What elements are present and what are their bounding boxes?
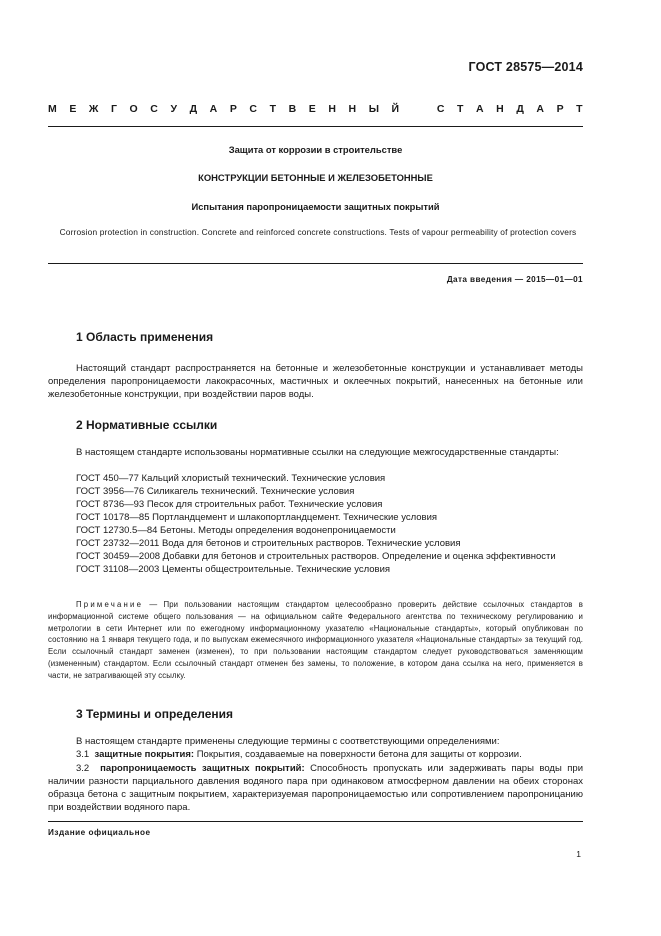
- banner-letter: М: [48, 103, 57, 115]
- page-number: 1: [576, 849, 581, 859]
- reference-item: ГОСТ 450—77 Кальций хлористый технический. Технические условия: [76, 473, 386, 484]
- note-text: — При пользовании настоящим стандартом целесообразно проверить действие ссылочных стандартов в информационной системе общего пользования — на официальном сайте Федерального агентства по техническому регулированию и метрологии в сети Интернет или по ежегодному информационному указателю «Национальные стандарты», который опубликован по состоянию на 1 января текущего года, и по выпускам ежемесячного информационного указателя «Национальные стандарты» за текущий год. Если ссылочный стандарт заменен (изменен), то при пользовании настоящим стандартом следует руководствоваться заменяющим (измененным) стандартом. Если ссылочный стандарт отменен без замены, то положение, в котором дана ссылка на него, применяется в части, не затрагивающей эту ссылку.: [48, 600, 583, 680]
- header-rule: [48, 126, 583, 127]
- banner-letter: Т: [269, 103, 276, 115]
- banner-letter: Н: [328, 103, 336, 115]
- banner-letter: Ы: [368, 103, 379, 115]
- note-label: Примечание: [76, 600, 144, 609]
- term-name: паропроницаемость защитных покрытий:: [100, 763, 305, 774]
- title-rule: [48, 263, 583, 264]
- references-note: [48, 599, 583, 682]
- term-3-2: [48, 762, 583, 814]
- banner-letter: А: [209, 103, 218, 115]
- banner-letter: Н: [496, 103, 504, 115]
- banner-letter: Й: [391, 103, 400, 115]
- banner-letter: Е: [308, 103, 316, 115]
- title-line-2: КОНСТРУКЦИИ БЕТОННЫЕ И ЖЕЛЕЗОБЕТОННЫЕ: [198, 172, 433, 183]
- section-1-body: Настоящий стандарт распространяется на бетонные и железобетонные конструкции и устанавливает методы определения паропроницаемости лакокрасочных, мастичных и оклеечных покрытий, нанесенных на бетонные или железобетонные конструкции, при воздействии паров воды.: [48, 363, 583, 400]
- reference-item: ГОСТ 8736—93 Песок для строительных работ. Технические условия: [76, 499, 383, 510]
- section-2-intro-text: В настоящем стандарте использованы нормативные ссылки на следующие межгосударственные стандарты:: [76, 447, 559, 458]
- reference-item-text: ГОСТ 30459—2008 Добавки для бетонов и строительных растворов. Определение и оценка эффективности: [76, 551, 556, 562]
- banner-letter: Д: [189, 103, 198, 115]
- banner-letter: Т: [576, 103, 583, 115]
- reference-item: ГОСТ 10178—85 Портландцемент и шлакопортландцемент. Технические условия: [76, 512, 438, 523]
- reference-item: ГОСТ 23732—2011 Вода для бетонов и строительных растворов. Технические условия: [76, 538, 461, 549]
- banner-letter: С: [150, 103, 158, 115]
- banner-letter: А: [476, 103, 484, 115]
- reference-item: [48, 550, 583, 563]
- term-name: защитные покрытия:: [94, 749, 195, 760]
- banner-letter: О: [129, 103, 138, 115]
- edition-label: Издание официальное: [48, 828, 151, 837]
- reference-item: ГОСТ 3956—76 Силикагель технический. Технические условия: [76, 486, 355, 497]
- banner-letter: Р: [229, 103, 237, 115]
- banner-letter: Г: [111, 103, 117, 115]
- banner-letter: У: [170, 103, 177, 115]
- banner-letter: Р: [556, 103, 564, 115]
- footer-rule: [48, 821, 583, 822]
- references-list: [48, 472, 583, 576]
- section-1-text: [48, 362, 583, 401]
- section-2-heading: 2 Нормативные ссылки: [76, 418, 218, 432]
- banner-letter: Ж: [88, 103, 99, 115]
- title-line-1: Защита от коррозии в строительстве: [228, 144, 403, 155]
- section-3-intro: [48, 735, 583, 748]
- banner-letter: Т: [457, 103, 464, 115]
- term-number: 3.1: [76, 749, 90, 760]
- banner-letter: Д: [516, 103, 524, 115]
- section-3-heading: 3 Термины и определения: [76, 707, 234, 721]
- term-3-1: [48, 748, 583, 761]
- term-definition: Покрытия, создаваемые на поверхности бетона для защиты от коррозии.: [196, 749, 522, 760]
- banner-letter: В: [288, 103, 297, 115]
- banner-letter: Н: [348, 103, 357, 115]
- section-3-intro-text: В настоящем стандарте применены следующие термины с соответствующими определениями:: [76, 736, 500, 747]
- reference-item: ГОСТ 12730.5—84 Бетоны. Методы определения водонепроницаемости: [76, 525, 396, 536]
- banner-letter: А: [536, 103, 544, 115]
- reference-item: ГОСТ 31108—2003 Цементы общестроительные. Технические условия: [76, 564, 391, 575]
- banner-letter: С: [436, 103, 445, 115]
- section-1-heading: 1 Область применения: [76, 330, 214, 344]
- section-2-intro: [48, 446, 583, 459]
- term-number: 3.2: [76, 763, 90, 774]
- banner-letter: Е: [69, 103, 77, 115]
- banner-letter: С: [249, 103, 257, 115]
- title-line-3: Испытания паропроницаемости защитных покрытий: [191, 201, 440, 212]
- standard-code: ГОСТ 28575—2014: [468, 60, 583, 74]
- term-definition: Способность пропускать или задерживать пары воды при наличии разности парциального давления водяного пара при одинаковом атмосферном давлении на обеих сторонах образца бетона с защитным покрытием, характеризуемая паропроницаемостью или сопротивлением паропроницанию при воздействии водяного пара.: [48, 763, 583, 813]
- interstate-standard-banner: [48, 103, 583, 115]
- english-title: Corrosion protection in construction. Concrete and reinforced concrete constructions. Tests of vapour permeability of protection covers: [59, 227, 577, 237]
- intro-date: Дата введения — 2015—01—01: [446, 275, 583, 284]
